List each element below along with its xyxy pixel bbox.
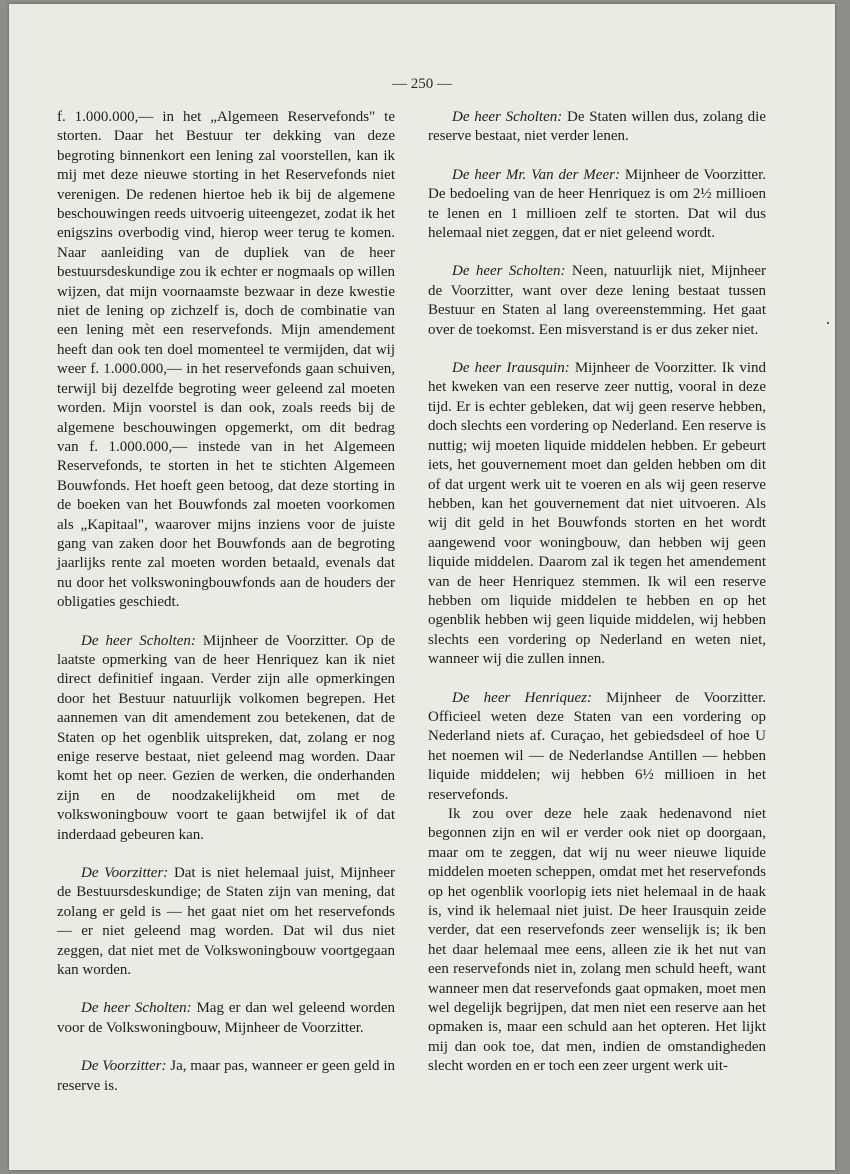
speech-paragraph <box>428 262 766 340</box>
right-column <box>428 108 766 1077</box>
speaker-name: De heer Scholten: <box>452 263 566 280</box>
speech-paragraph <box>57 1057 395 1096</box>
speech-paragraph <box>428 359 766 670</box>
continuation-paragraph: Ik zou over deze hele zaak hedenavond niet begonnen zijn en wil er verder ook niet op doorgaan, maar om te zeggen, dat wij nu weer nieuwe liquide middelen moeten scheppen, omdat met het reservefonds op het ogenblik voorlopig iets niet helemaal in de haak is, vind ik helemaal niet juist. De heer Irausquin zeide verder, dat een reservefonds zeer wenselijk is; ik ben het daar helemaal mee eens, alleen zie ik het nut van een reservefonds niet in, zolang men schuld heeft, want wanneer men dat reservefonds gaat opmaken, moet men wel degelijk begrijpen, dat men niet een reserve aan het opmaken is, maar een schuld aan het opteren. Het lijkt mij dan ook toe, dat men, indien de omstandigheden slecht worden en er toch een zeer urgent werk uit- <box>428 806 766 1075</box>
speech-paragraph <box>57 864 395 980</box>
page-number: — 250 — <box>392 76 452 92</box>
speaker-name: De heer Mr. Van der Meer: <box>452 166 620 183</box>
speech-text: Ja, maar pas, wanneer er geen geld in reserve is. <box>57 1058 395 1094</box>
speech-paragraph <box>428 108 766 147</box>
speech-text: Mijnheer de Voorzitter. Officieel weten deze Staten van een vordering op Nederland niets af. Curaçao, het gebiedsdeel of hoe U het noemen wil — de Nederlandse Antillen — hebben liquide middelen; wij hebben 6½ millioen in het reservefonds. <box>428 689 766 803</box>
speech-paragraph <box>57 632 395 845</box>
speaker-name: De heer Irausquin: <box>452 360 570 377</box>
speech-paragraph <box>428 689 766 805</box>
speaker-name: De Voorzitter: <box>81 865 169 882</box>
speech-paragraph <box>57 999 395 1038</box>
left-column <box>57 108 395 1096</box>
speech-text: Mijnheer de Voorzitter. Op de laatste opmerking van de heer Henriquez kan ik niet direct definitief ingaan. Verder zijn alle opmerkingen door het Bestuur natuurlijk volkomen begrepen. Het aannemen van dit amendement zou betekenen, dat de Staten op het ogenblik uitspreken, dat, zolang er nog enige reserve bestaat, niet geleend mag worden. Daar komt het op neer. Gezien de werken, die onderhanden zijn en de noodzakelijkheid om met de volkswoningbouw voort te gaan betwijfel ik of dat inderdaad gebeuren kan. <box>57 632 395 843</box>
speech-text: Dat is niet helemaal juist, Mijnheer de Bestuursdeskundige; de Staten zijn van mening, dat zolang er geld is — het gaat niet om het reservefonds — er niet geleend mag worden. Dat wil dus niet zeggen, dat niet met de Volkswoningbouw voortgegaan kan worden. <box>57 865 395 979</box>
speech-paragraph <box>428 166 766 244</box>
paragraph: f. 1.000.000,— in het „Algemeen Reservefonds" te storten. Daar het Bestuur ter dekking van deze begroting binnenkort een lening zal voorstellen, kan ik mij met deze nieuwe storting in het Reservefonds niet verenigen. De redenen hiertoe heb ik bij de algemene beschouwingen reeds uitvoerig uiteengezet, zodat ik het enigszins overbodig vind, hierop weer terug te komen. Naar aanleiding van de dupliek van de heer bestuursdeskundige zou ik echter er nogmaals op willen wijzen, dat mijn voornaamste bezwaar in deze kwestie niet de lening op zichzelf is, doch de combinatie van een lening mèt een reservefonds. Mijn amendement heeft dan ook ten doel momenteel te vermijden, dat wij weer f. 1.000.000,— in het reservefonds gaan schuiven, terwijl bij dezelfde begroting weer geleend zal moeten worden. Mijn voorstel is dan ook, zoals reeds bij de algemene beschouwingen opgemerkt, om dit bedrag van f. 1.000.000,— instede van in het Algemeen Reservefonds, te storten in het te stichten Algemeen Bouwfonds. Het hoeft geen betoog, dat deze storting in de boeken van het Bouwfonds zal moeten voorkomen als „Kapitaal", waarover mijns inziens voor de juiste gang van zaken door het Bouwfonds aan de begroting jaarlijks rente zal moeten worden betaald, evenals dat nu door het volkswoningbouwfonds aan de houders der obligaties geschiedt. <box>57 109 395 611</box>
speech-text: De Staten willen dus, zolang die reserve bestaat, niet verder lenen. <box>428 109 766 145</box>
speaker-name: De heer Henriquez: <box>452 689 592 706</box>
scan-speck <box>827 322 829 324</box>
speech-text: Mijnheer de Voorzitter. De bedoeling van de heer Henriquez is om 2½ millioen te lenen en 1 millioen zelf te storten. Dat wil dus helemaal niet zeggen, dat er niet geleend wordt. <box>428 166 767 242</box>
speaker-name: De heer Scholten: <box>81 632 196 649</box>
speech-text: Neen, natuurlijk niet, Mijnheer de Voorzitter, want over deze lening bestaat tussen Bestuur en Staten al lang overeenstemming. Het gaat over de toekomst. Een misverstand is er dus zeker niet. <box>428 263 766 338</box>
document-page <box>9 4 835 1170</box>
speech-text: Mijnheer de Voorzitter. Ik vind het kweken van een reserve zeer nuttig, vooral in deze tijd. Er is echter gebleken, dat wij geen reserve hebben, doch slechts een vordering op Nederland. Een reserve is nuttig; wij moeten liquide middelen hebben. Er gebeurt iets, het gouvernement moet dan gelden hebben om dit of dat urgent werk uit te voeren en als wij geen reserve hebben, kan het gouvernement dat niet uitvoeren. Als wij dit geld in het Bouwfonds storten en het wordt aangewend voor woningbouw, dan hebben wij geen liquide middelen. Daarom zal ik tegen het amendement van de heer Henriquez stemmen. Ik wil een reserve hebben om liquide middelen te hebben en op het ogenblik hebben wij geen liquide middelen, wij hebben slechts een vordering op Nederland en weten niet, wanneer wij die zullen innen. <box>428 360 766 668</box>
speaker-name: De Voorzitter: <box>81 1058 167 1075</box>
speaker-name: De heer Scholten: <box>452 109 563 125</box>
speech-text: Mag er dan wel geleend worden voor de Volkswoningbouw, Mijnheer de Voorzitter. <box>57 1000 396 1036</box>
speaker-name: De heer Scholten: <box>81 1000 192 1017</box>
